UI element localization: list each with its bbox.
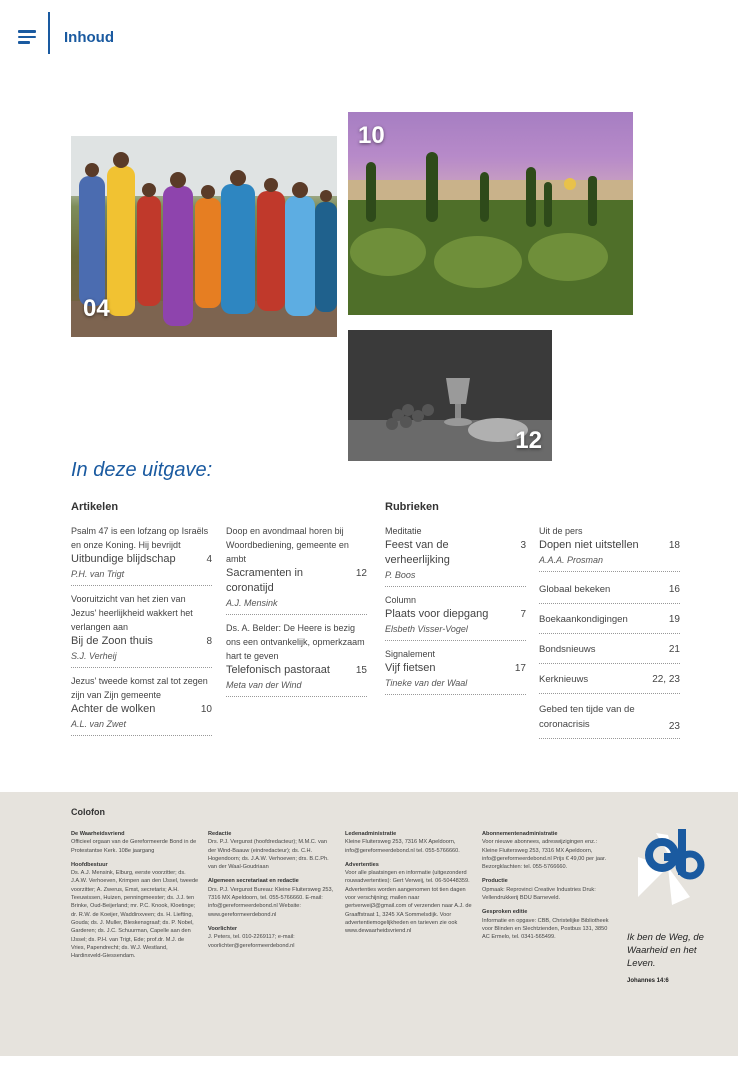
toc-entry[interactable]	[539, 668, 680, 694]
toc-lead: Psalm 47 is een lofzang op Israëls en onze Koning. Hij bevrijdt	[71, 526, 209, 550]
photo-jerusalem-illustration	[348, 112, 633, 315]
toc-title: Boekaankondigingen	[539, 614, 628, 625]
toc-entry[interactable]	[71, 674, 212, 736]
toc-entry[interactable]	[539, 608, 680, 634]
photo-women-group[interactable]	[71, 136, 337, 337]
toc-entry[interactable]	[539, 638, 680, 664]
colofon-subheading: Abonnementenadministratie	[482, 831, 558, 837]
top-bar	[0, 0, 738, 78]
artikelen-column-2	[226, 524, 367, 703]
colofon-subheading: Redactie	[208, 831, 232, 837]
toc-entry[interactable]	[385, 524, 526, 587]
toc-entry[interactable]	[71, 524, 212, 586]
colofon-column-1	[71, 830, 199, 960]
colofon-column-4	[482, 830, 610, 942]
colofon-text: Drs. P.J. Vergunst (hoofdredacteur); M.M.C. van der Wind-Baauw (eindredacteur); ds. C.H. Hogendoorn; ds. J.A.W. Verhoeven; drs. B.C.Ph. van der Waal-Goudriaan	[208, 839, 329, 871]
toc-title: Uitbundige blijdschap	[71, 553, 176, 565]
colofon-heading: Colofon	[71, 807, 105, 817]
section-heading-artikelen: Artikelen	[71, 501, 119, 513]
toc-title: Sacramenten in coronatijd	[226, 567, 304, 594]
toc-entry[interactable]	[71, 592, 212, 668]
toc-author: Meta van der Wind	[226, 680, 302, 690]
photo-number-12: 12	[515, 427, 542, 454]
toc-page: 4	[206, 554, 212, 565]
toc-entry[interactable]	[385, 647, 526, 695]
toc-page: 16	[668, 584, 680, 595]
rubrieken-column-2	[539, 524, 680, 743]
colofon-column-3	[345, 830, 473, 936]
toc-lead: Uit de pers	[539, 526, 583, 536]
toc-page: 15	[355, 665, 367, 676]
toc-page: 19	[668, 614, 680, 625]
colofon-text: Opmaak: Reprovinci Creative Industries Druk: Vellendrukkerij BDU Barneveld.	[482, 886, 596, 902]
toc-page: 8	[206, 636, 212, 647]
colofon-panel	[0, 792, 738, 1056]
toc-lead: Doop en avondmaal horen bij Woordbediening, gemeente en ambt	[226, 526, 349, 564]
toc-author: Tineke van der Waal	[385, 678, 468, 688]
header-divider	[48, 12, 50, 54]
toc-title: Bondsnieuws	[539, 644, 596, 655]
toc-title: Bij de Zoon thuis	[71, 635, 153, 647]
toc-page: 12	[355, 568, 367, 579]
colofon-text: J. Peters, tel. 010-2269117; e-mail: voorlichter@gereformeerdebond.nl	[208, 934, 295, 949]
toc-page: 3	[520, 540, 526, 551]
motto-reference: Johannes 14:6	[627, 978, 669, 984]
toc-entry[interactable]	[385, 593, 526, 641]
colofon-subheading: De Waarheidsvriend	[71, 831, 125, 837]
toc-lead: Meditatie	[385, 526, 422, 536]
toc-title: Dopen niet uitstellen	[539, 539, 639, 551]
colofon-text: Kleine Fluitersweg 253, 7316 MX Apeldoorn, info@gereformeerdebond.nl tel. 055-5766660.	[345, 839, 460, 854]
toc-lead: Jezus' tweede komst zal tot zegen zijn van Zijn gemeente	[71, 676, 208, 700]
gereformeerde-bond-logo-icon	[628, 827, 708, 917]
photo-jerusalem[interactable]	[348, 112, 633, 315]
toc-author: P.H. van Trigt	[71, 569, 125, 579]
artikelen-column-1	[71, 524, 212, 742]
toc-page: 18	[668, 540, 680, 551]
issue-heading: In deze uitgave:	[71, 459, 213, 481]
toc-entry[interactable]	[539, 698, 680, 739]
toc-lead: Ds. A. Belder: De Heere is bezig ons een ontvankelijk, opmerkzaam hart te geven	[226, 623, 365, 661]
toc-author: A.J. Mensink	[226, 598, 278, 608]
toc-title: Vijf fietsen	[385, 662, 436, 674]
toc-title: Globaal bekeken	[539, 584, 611, 595]
toc-page: 17	[514, 663, 526, 674]
toc-author: A.L. van Zwet	[71, 719, 127, 729]
hamburger-menu-icon[interactable]	[18, 30, 36, 44]
colofon-subheading: Hoofdbestuur	[71, 861, 108, 868]
toc-page: 10	[200, 704, 212, 715]
toc-author: A.A.A. Prosman	[539, 555, 604, 565]
page-title[interactable]: Inhoud	[64, 29, 114, 46]
colofon-subheading: Gesproken editie	[482, 909, 528, 916]
toc-lead: Vooruitzicht van het zien van Jezus' heerlijkheid wakkert het verlangen aan	[71, 594, 193, 632]
colofon-text: Officieel orgaan van de Gereformeerde Bond in de Protestantse Kerk. 108e jaargang	[71, 839, 197, 854]
photo-bread-wine[interactable]	[348, 330, 552, 461]
toc-page: 21	[668, 644, 680, 655]
toc-title: Feest van de verheerlijking	[385, 539, 450, 566]
motto-text: Ik ben de Weg, de Waarheid en het Leven.	[627, 932, 704, 969]
toc-lead: Column	[385, 595, 417, 605]
colofon-subheading: Advertenties	[345, 861, 379, 868]
colofon-subheading: Algemeen secretariaat en redactie	[208, 878, 299, 885]
rubrieken-column-1	[385, 524, 526, 701]
toc-entry[interactable]	[539, 578, 680, 604]
colofon-text: Voor nieuwe abonnees, adreswijzigingen enz.: Kleine Fluitersweg 253, 7316 MX Apeldoorn, info@gereformeerdebond.nl Prijs € 49,00 per jaar. Bezorgklachten: tel. 055-5766660.	[482, 839, 607, 871]
toc-title: Telefonisch pastoraat	[226, 664, 330, 676]
colofon-text: Ds. A.J. Mensink, Elburg, eerste voorzitter; ds. J.A.W. Verhoeven, Krimpen aan den IJssel, tweede voorzitter; A. Zwerus, Emst, secretaris; A.H. Teeuwissen, Huizen, penningmeester; ds. J.J. ten Brinke, Oud-Beijerland; mr. P.C. Knook, Kloetinge; dr. R.W. de Koeijer, Waddinxveen; ds. H. Liefting, Gouda; ds. J. Muller, Bleskensgraaf; ds. P. Nobel, Garderen; ds. J.C. Schuurman, Capelle aan den IJssel; ds. P.H. van Trigt, Ede; prof.dr. M.J. de Vries, Papendrecht; ds. W.J. Westland, Hardinxveld-Giessendam.	[71, 870, 199, 960]
toc-title: Kerknieuws	[539, 674, 589, 685]
colofon-text: Drs. P.J. Vergunst Bureau: Kleine Fluitersweg 253, 7316 MX Apeldoorn, tel. 055-5766660. E-mail: info@gereformeerdebond.nl Website: www.gereformeerdebond.nl	[208, 886, 334, 918]
toc-title: Gebed ten tijde van de coronacrisis	[539, 704, 635, 730]
colofon-subheading: Ledenadministratie	[345, 831, 397, 837]
toc-page: 22, 23	[652, 674, 680, 685]
section-heading-rubrieken: Rubrieken	[385, 501, 439, 513]
photo-number-04: 04	[83, 295, 110, 322]
toc-entry[interactable]	[539, 524, 680, 572]
toc-title: Plaats voor diepgang	[385, 608, 489, 620]
toc-author: Elsbeth Visser-Vogel	[385, 624, 468, 634]
colofon-subheading: Productie	[482, 878, 508, 885]
toc-title: Achter de wolken	[71, 703, 156, 715]
colofon-text: Informatie en opgave: CBB, Christelijke Bibliotheek voor Blinden en Slechtzienden, Postbus 131, 3850 AC Ermelo, tel. 0341-565499.	[482, 917, 609, 941]
colofon-subheading: Voorlichter	[208, 925, 238, 932]
toc-lead: Signalement	[385, 649, 436, 659]
toc-entry[interactable]	[226, 524, 367, 615]
toc-page: 7	[520, 609, 526, 620]
colofon-column-2	[208, 830, 336, 950]
toc-author: P. Boos	[385, 570, 416, 580]
photo-women-group-illustration	[71, 136, 337, 337]
colofon-text: Voor alle plaatsingen en informatie (uitgezonderd rouwadvertenties): Gert Verweij, tel. 06-50448359. Advertenties worden aangenomen tot tien dagen voor verschijning; mailen naar gertverweij3@gmail.com of verzenden naar A.J. de Graaffstraat 1, 3245 XA Sommelsdijk. Voor advertentiemogelijkheden en tarieven zie ook www.dewaarheidsvriend.nl	[345, 870, 472, 935]
toc-entry[interactable]	[226, 621, 367, 697]
toc-author: S.J. Verheij	[71, 651, 117, 661]
photo-number-10: 10	[358, 122, 385, 149]
toc-page: 23	[668, 721, 680, 732]
